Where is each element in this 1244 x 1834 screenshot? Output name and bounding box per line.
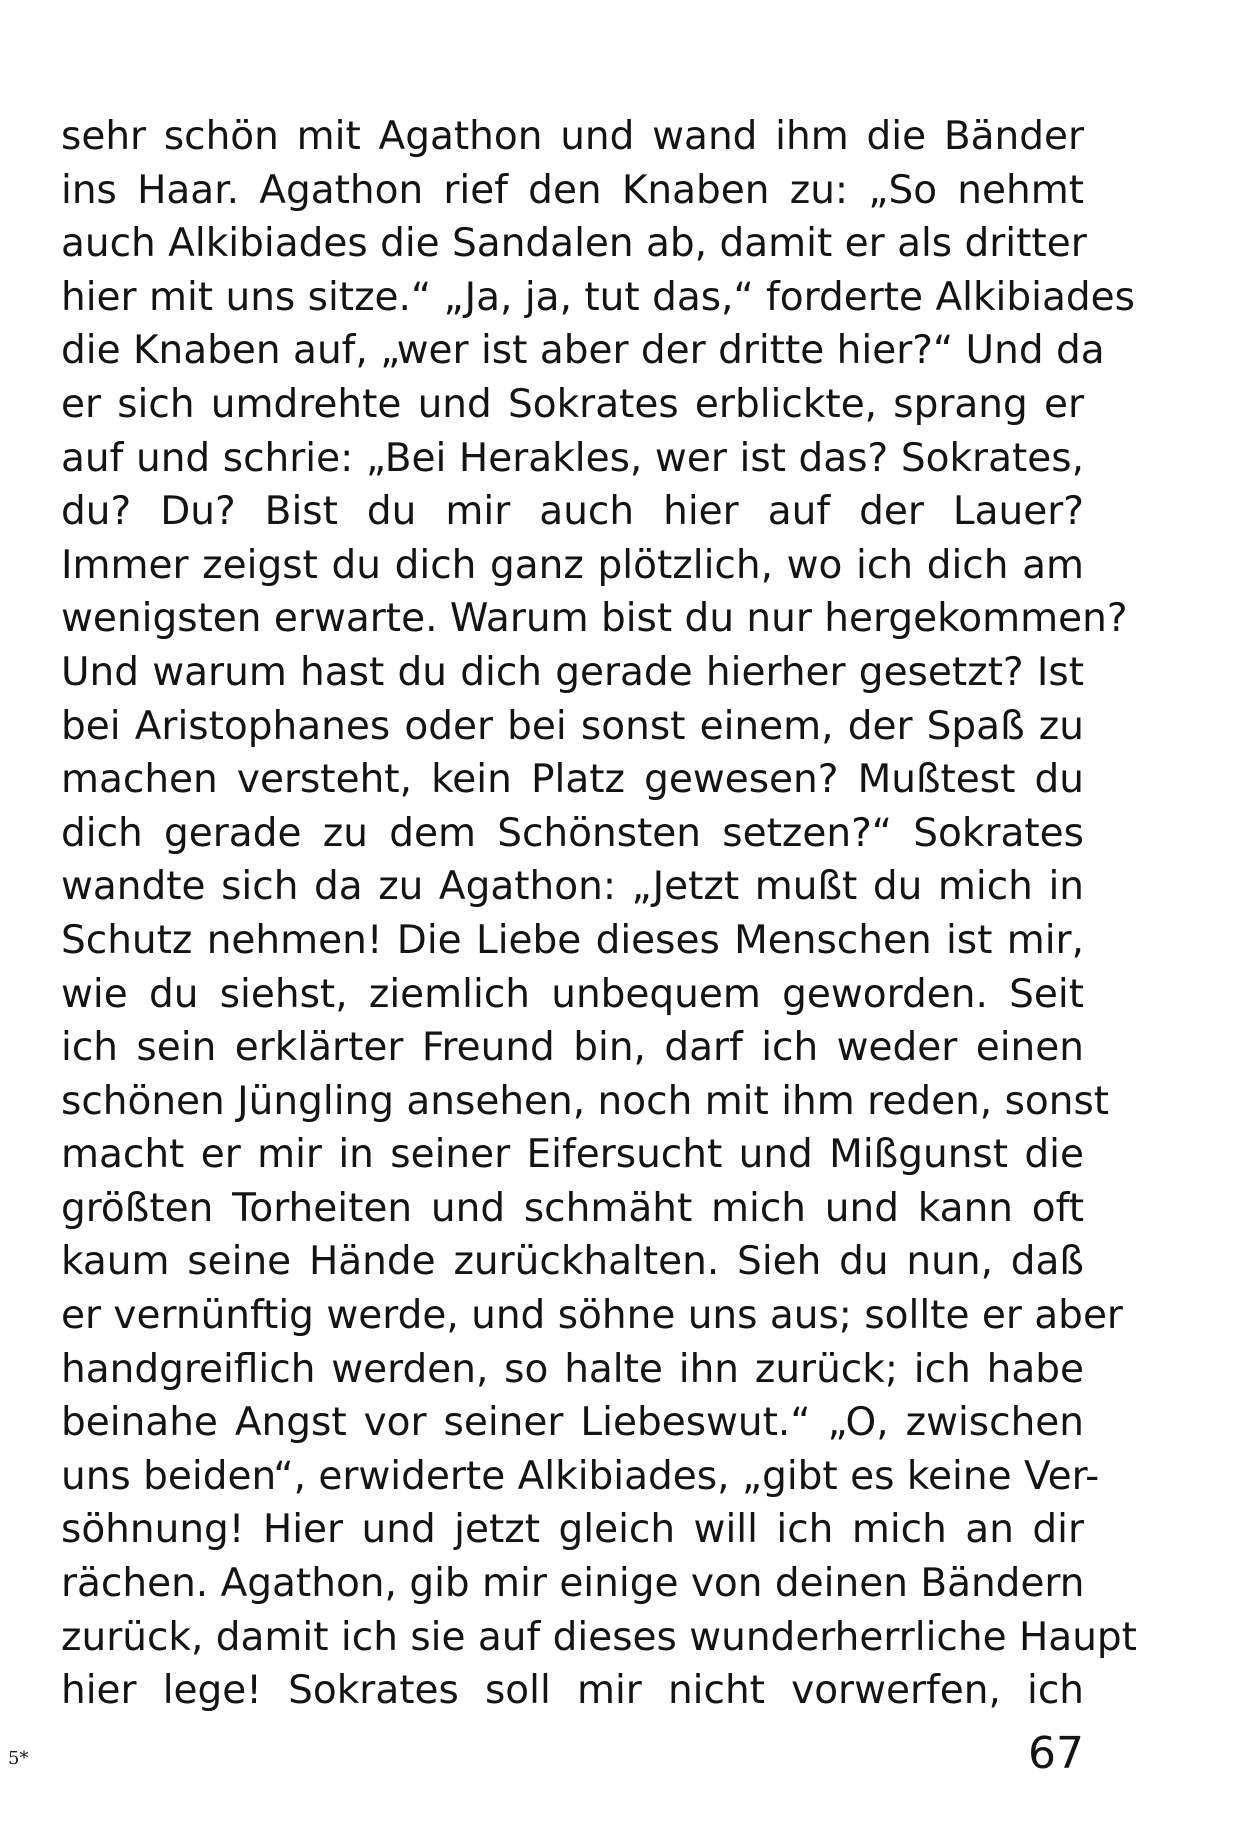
text-line: sehr schön mit Agathon und wand ihm die Bänder <box>61 114 1084 159</box>
text-line: größten Torheiten und schmäht mich und kann oft <box>61 1185 1084 1231</box>
text-line: dich gerade zu dem Schönsten setzen?“ Sokrates <box>61 810 1084 856</box>
text-line: du? Du? Bist du mir auch hier auf der Lauer? <box>61 489 1084 535</box>
text-line: rächen. Agathon, gib mir einige von deinen Bändern <box>61 1561 1085 1607</box>
text-line: schönen Jüngling ansehen, noch mit ihm reden, sonst <box>61 1078 1110 1124</box>
text-line: macht er mir in seiner Eifersucht und Mißgunst die <box>61 1132 1084 1178</box>
text-line: er sich umdrehte und Sokrates erblickte, sprang er <box>61 381 1084 427</box>
text-line: beinahe Angst vor seiner Liebeswut.“ „O, zwischen <box>61 1400 1084 1446</box>
text-line: Und warum hast du dich gerade hierher gesetzt? Ist <box>61 649 1084 695</box>
text-line: hier mit uns sitze.“ „Ja, ja, tut das,“ forderte Alkibiades <box>61 274 1135 320</box>
text-line: machen versteht, kein Platz gewesen? Mußtest du <box>61 757 1084 803</box>
body-text <box>61 110 1137 1718</box>
text-line: ich sein erklärter Freund bin, darf ich weder einen <box>61 1025 1084 1071</box>
text-line: die Knaben auf, „wer ist aber der dritte hier?“ Und da <box>61 328 1105 374</box>
text-line: kaum seine Hände zurückhalten. Sieh du nun, daß <box>61 1239 1084 1285</box>
page-number: 67 <box>1028 1728 1084 1779</box>
text-line: auch Alkibiades die Sandalen ab, damit er als dritter <box>61 221 1087 267</box>
text-line: hier lege! Sokrates soll mir nicht vorwerfen, ich <box>61 1668 1084 1714</box>
text-line: Schutz nehmen! Die Liebe dieses Menschen ist mir, <box>61 917 1084 963</box>
text-line: ins Haar. Agathon rief den Knaben zu: „So nehmt <box>61 167 1084 213</box>
text-line: er vernünftig werde, und söhne uns aus; sollte er aber <box>61 1293 1123 1339</box>
text-line: wenigsten erwarte. Warum bist du nur hergekommen? <box>61 596 1128 642</box>
text-line: bei Aristophanes oder bei sonst einem, der Spaß zu <box>61 703 1084 749</box>
signature-mark: 5* <box>8 1748 29 1769</box>
text-line: handgreiflich werden, so halte ihn zurück; ich habe <box>61 1346 1084 1392</box>
text-line: zurück, damit ich sie auf dieses wunderherrliche Haupt <box>61 1614 1137 1660</box>
text-line: auf und schrie: „Bei Herakles, wer ist das? Sokrates, <box>61 435 1084 481</box>
text-line: söhnung! Hier und jetzt gleich will ich mich an dir <box>61 1507 1084 1553</box>
text-line: wie du siehst, ziemlich unbequem geworden. Seit <box>61 971 1084 1017</box>
text-line: Immer zeigst du dich ganz plötzlich, wo ich dich am <box>61 542 1084 588</box>
text-line: uns beiden“, erwiderte Alkibiades, „gibt es keine Ver- <box>61 1453 1100 1499</box>
text-line: wandte sich da zu Agathon: „Jetzt mußt du mich in <box>61 864 1084 910</box>
